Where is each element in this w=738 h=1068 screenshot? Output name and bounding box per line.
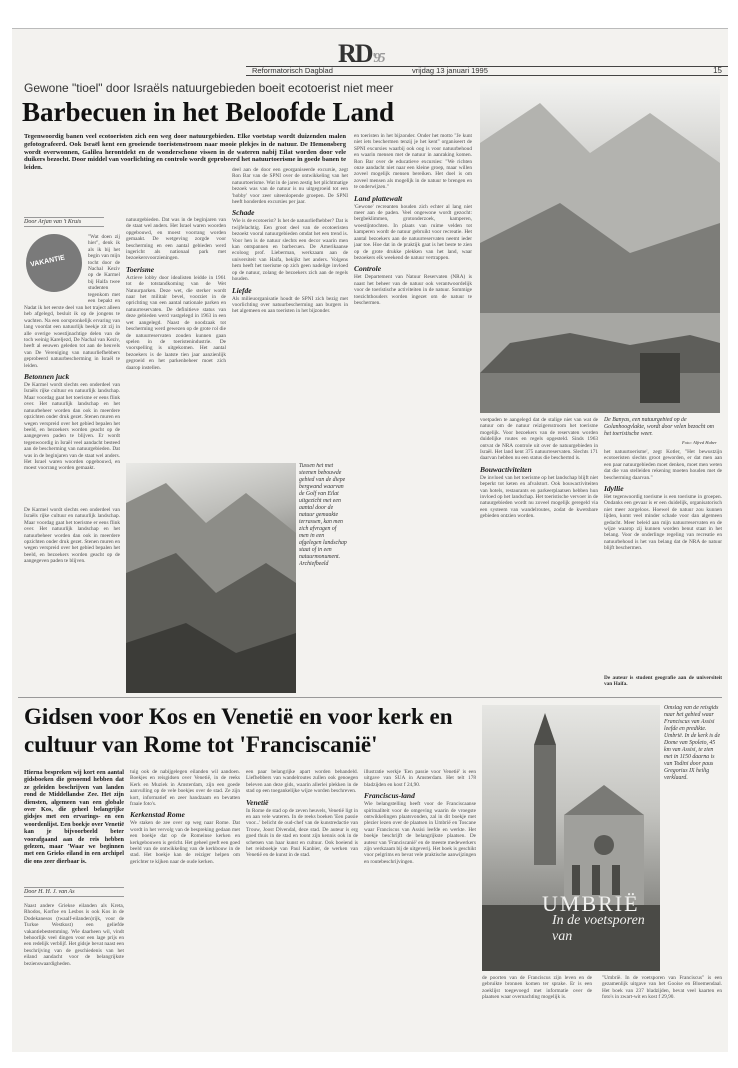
cover-title: UMBRIË xyxy=(542,891,640,916)
rd-logo: RD'95 xyxy=(338,39,384,68)
article1-col5: voetpaden te aangelegd dat de stalige niet van wat de natuur om de natuur reizigersstroom het toerisme mogelijk. Voor bezoekers van de reservaten worden duidelijke routes en regels opgesteld. Sinds 1963 ontvat de NRA controle uit over de natuurgebieden in Israël. Het land kent 375 natuurreservaten. Slechts 171 daarvan hebben nu een status die beschermd is. Bouwactiviteiten De invloed van het toerisme op het landschap blijft niet beperkt tot keten en afvalstort. Ook bouwactiviteiten van hotels, restaurants en parkeerplaatsen hebben hun invloed op het landschap. Het toeristische vervoer in de natuurgebieden wordt nu zoveel mogelijk geregeld via een systeem van wandelroutes, zodat de kwetsbare gebieden ontzien worden. xyxy=(480,417,598,520)
article1-col1-c: De Karmel wordt slechts een onderdeel van Israëls rijke cultuur en natuurlijk landschap. Maar voordag gaat het toerisme er eens flink over. Het natuurlijk landschap en het natuurbeheer worden dan ook in meerdere opzichten onder druk gezet. Stenen muren en wegen verspreid over het gebied bepalen het beeld, en bezoekers worden geacht op de aangegeven paden te blijven. xyxy=(24,507,120,565)
article1-col1-b: Nadat ik het eerste deel van het traject alleen heb afgelegd, besluit ik op de jongens te wachten. Na een oorspronkelijk ervaring van lang voordat een natuurlijk beekje zit zij in alle overige woestijnachtige delen van de toch weinig Kareljezd, De Nachal van Keziv, heeft al eeuwen geleden tot aan de heuvels van De Vereniging van natuurliefhebbers geprobeerd natuurbescherming in Israël te leiden. Betonnen juck De Karmel wordt slechts een onderdeel van Israëls rijke cultuur en natuurlijk landschap. Maar voordag gaat het toerisme er eens flink over. Het natuurlijk landschap en het natuurbeheer worden dan ook in meerdere opzichten onder druk gezet. Stenen muren en wegen verspreid over het gebied bepalen het beeld, en bezoekers worden geacht op de aangegeven paden te blijven. Er wordt tegenwoordig in Israël veel aandacht besteed aan de bescherming van natuurgebieden. Dat was in de beginjaren van de staat wel anders. Het Israel waren woorden opgebouwd, en moest voorrang worden gemaakt. xyxy=(24,305,120,472)
banyas-scene xyxy=(480,83,720,413)
subhead-schade: Schade xyxy=(232,208,255,218)
article2-col4: illustratie werkje 'Een passie voor Venetië' is een uitgave van SUA in Amsterdam. Het telt 178 bladzijden en kost f 24,90. Franciscus-land Wie belangstelling heeft voor de Franciscaanse spiritualiteit voor de omgeving waarin de vroegste ontwikkelingen plaatsvonden, zal in dit boekje met plezier lezen over de plaatsen in Umbrië en Toscane waar Franciscus van Assisi leefde en werkte. Het boekje beschrijft de belangrijkste plaatsen. De auteur van 'Franciscanië' en de meeste medewerkers zijn werkzaam bij de uitgeverij. Het boek is geschikt voor pelgrims en bevat vele praktische aanwijzingen en routebeschrijvingen. xyxy=(364,769,476,865)
subhead-liefde: Liefde xyxy=(232,285,252,295)
article1-col1-a: "Wat doen zij hier", denk ik als ik bij het begin van mijn tocht door de Nachal Keziv op de Karmel bij Haifa twee studenten tegenkom met een bepakt en xyxy=(88,234,120,304)
subhead-toerisme: Toerisme xyxy=(126,264,155,274)
article2-col3: een paar belangrijke apart worden behandeld. Liefhebbers van wandelroutes zullen ook genoegen beleven aan deze gids, waarin allerlei plekken in de stad op een toegankelijke wijze worden beschreven. Venetië In Rome de stad op de zeven heuvels, Venetië ligt in en aan vele wateren. In de reeks boeken 'Een passie voor...' belicht de oud-chef van de kunstredactie van Trouw, Joost Divendal, deze stad. De auteur is erg goed thuis in de stad en toont zijn kennis ook in de schetsen van haar kunst en cultuur. Ook boeiend is het reisboekje van Paul Kanbier, de werken van Venetië en de kunst in de stad. xyxy=(246,769,358,859)
issue-date: vrijdag 13 januari 1995 xyxy=(412,66,488,75)
article1-byline: Door Arjan van 't Kruis xyxy=(24,217,104,227)
article1-credit: De auteur is student geografie aan de universiteit van Haifa. xyxy=(604,675,722,688)
newspaper-page xyxy=(12,28,728,1052)
vakantie-stamp xyxy=(26,234,82,292)
article2-col1: Naast andere Griekse eilanden als Kreta, Rhodos, Korfoe en Lesbos is ook Kos in de Dodekanesos (twaalf-eilanden)rijk, voor de Turkse Westkust) een geliefde vakantiebestemming. Wie daarheen wil, vindt behoorlijk veel dingen voor een lage prijs en een redelijk verblijf. Het gidsje bevat naast een beschrijving van de geschiedenis van het eiland aandacht voor de belangrijkste bezienswaardigheden. xyxy=(24,903,124,967)
article2-col5-a: de poorten van de Franciscus zijn leven en de gebruikte bronnen komen ter sprake. Er is een zoeklijst toegevoegd met informatie over de plaatsen waar overnachting mogelijk is. xyxy=(482,975,592,1001)
article1-col6: het natuurtoerisme', zegt Kotler, "Het bewustzijn ecotoeristen slechts groot geworden, er dat men aan een paar natuurgebieden moet denken, moet men weten dat die van stelleiden rekening moeten houden met de bescherming daarvan." Idyllie Het tegenwoordig toerisme is een toerisme in groepen. Ondanks een gevaar is er een duidelijk, organisatorisch niet meer zorgeloos. Hoewel de natuur zou kunnen lijden, komt veel minder schade voor dan algemeen gedacht. Meer beleid aan mijn natuurreservaten en de wijze waarop zij kunnen worden benut staat in het belang. Voor de onderlinge regeling van recreatie en natuurbehoud is het van belang dat de NRA de natuur blijft beschermen. xyxy=(604,449,722,552)
subhead-idyllie: Idyllie xyxy=(604,484,624,494)
subhead-franciscus-land: Franciscus-land xyxy=(364,791,415,801)
article1-col2: natuurgebieden. Dat was in de beginjaren van de staat wel anders. Het Israel waren woorden opgebouwd, en moest voorrang worden gemaakt. De wetgeving zorgde voor bescherming en een aantal gebieden werd ingericht als nationaal park met bezoekersvoorzieningen. Toerisme Actieve lobby door idealisten leidde in 1961 tot de totstandkoming van de Wet Natuurparken. Deze wet, die sterker wordt naar het militair bevel, voorziet in de oprichting van een aantal nationale parken en natuurreservaten. De definitieve status van deze gebieden werd vastgelegd in 1963 in een wet aangelegd. Naast de noodzaak tot bescherming werd gewezen op de grote rol die de natuurreservaten zouden kunnen gaan spelen in de toeristenindustrie. De voorspelling is uitgekomen. Het aantal bezoekers is de laatste tien jaar aanzienlijk gegroeid en het parkenbeheer moet zich daarop instellen. xyxy=(126,217,226,371)
article1-lead: Tegenwoordig banen veel ecotoeristen zich een weg door natuurgebieden. Elke voetstap wordt duizenden malen gefotografeerd. Ook Israël kent een groeiende toeristenstroom naar mooie plekjes in de natuur. De Hemonsberg wordt overwonnen, Galilea herontdekt en de wonderschone vissen in de wateren nabij Eilat worden door vele duikers bezocht. Door middel van voorlichting en controle wordt geprobeerd het natuurtoerisme in goede banen te leiden. xyxy=(24,133,346,172)
article2-col5-b: "Umbrië. In de voetsporen van Franciscus" is een gezamenlijk uitgave van het Gooise en Bloemendaal. Het boek van 237 bladzijden, bevat veel kaarten en foto's in zwart-wit en kost f 29,90. xyxy=(602,975,722,1001)
page-number: 15 xyxy=(713,66,722,75)
article1-headline: Barbecuen in het Beloofde Land xyxy=(22,97,395,127)
subhead-venetie: Venetië xyxy=(246,797,269,807)
stamp-text: VAKANTIE xyxy=(29,254,66,269)
article2-headline: Gidsen voor Kos en Venetië en voor kerk en cultuur van Rome tot 'Franciscanië' xyxy=(24,704,453,757)
photo-credit: Foto: Alfred Huber xyxy=(682,440,717,445)
cliff-shape xyxy=(126,463,296,693)
article-divider xyxy=(18,697,722,698)
cliff-photo-caption: Tussen het met steenen bebouwde gebied van de diepe bergwand waarvan de Golf van Eilat uitgezicht met een aantal door de natuur gemaakte terrassen, kan men zich afvragen of men in een afgelegen landschap staat of in een natuurmonument. Archiefbeeld xyxy=(299,463,347,567)
banyas-photo-caption: De Banyas, een natuurgebied op de Golanhoogvlakte, wordt door velen bezocht om het toeristische weer. xyxy=(604,417,714,437)
banyas-photo xyxy=(480,83,720,413)
article2-lead: Hierna bespreken wij kort een aantal gidsboeken die genoemd hebben dat ze geleiden beschrijven van landen rond de Middellandse Zee. Het zijn diensten, algemeen van een globale over Kos, die geheel belangrijke gidsjes met een ervarings- en een woordenlijst. Een boekje over Venetië kan je bijvoorbeeld beter voorafgaand aan de reis hebben gelezen, maar 'Waar we beginnen met een Grieks eiland in een archipel die ons zeer dierbaar is. xyxy=(24,769,124,865)
subhead-betonnen-juck: Betonnen juck xyxy=(24,372,70,382)
subhead-land-plattewalt: Land plattewalt xyxy=(354,193,403,203)
cliff-photo xyxy=(126,463,296,693)
article1-col4: en toeristen in het bijzonder. Onder het motto "Je kunt niet iets beschermen tenzij je het kent" organiseert de SPNI excursies waarbij ook oog is voor natuurbehoud en waarin mensen met de natuur in aanraking komen. Ron Bar over de educatieve excursies: "We richten onze aandacht niet naar een kleine groep, maar willen zoveel mogelijk mensen bereiken. Het doel is om zoveel mensen als mogelijk in de natuur te brengen en te onderwijzen." Land plattewalt 'Gewone' recreanten houden zich echter al lang niet meer aan de paden. Veel ongewone wordt gezocht: bergbeklimmen, grotonderzoek, kamperen, woestijntochten. In plaats van ruime velden tot kamperen wordt de natuur gebruikt voor recreatie. Het aantal bezoekers aan de natuurreservaten neemt ieder jaar toe. Hoe dat in de praktijk gaat is het beste te zien op de grote drukke plekken van het land, waar bezoekers elk weekend de natuur vertrappen. Controle Het Departement van Natuur Reservaten (NRA) is naast het beheer van de natuur ook verantwoordelijk voor de toeristische activiteiten in de natuur. Sommige toezichthouders worden ingezet om de natuur te beschermen. xyxy=(354,133,472,306)
article2-col2: tuig ook de nabijgelegen eilanden wil aandoen. Boekjes en reisgidsen over Venetië, in de reeks Kerk en Muziek in Amsterdam, zijn een goede aanvulling op de vele boekjes over de stad. Ze zijn kort, informatief en zeer handzaam en bevatten fraaie foto's. Kerkenstad Rome We staken de zee over op weg naar Rome. Dat wordt in het vervolg van de bespreking gedaan met een boekje dat op de Romeinse kerken en kerkgebouwen is gericht. Het geheel geeft een goed beeld van de ontwikkeling van de kerkbouw in de stad. Het boekje kan de reiziger helpen om gerichter te kijken naar de oude kerken. xyxy=(130,769,240,865)
masthead xyxy=(12,29,728,77)
paper-name: Reformatorisch Dagblad xyxy=(252,66,333,75)
article1-kicker: Gewone "tioel" door Israëls natuurgebieden boeit ecotoerist niet meer xyxy=(24,81,394,95)
article1-col3: deel aan de door een georganiseerde excursie, zegt Ron Bar van de SPNI over de ontwikkeling van het natuurtoerisme. Wat in de jaren zestig het plichtmatige bezoek was van de natuur is nu uitgegroeid tot een 'hobby' voor zeer uiteenlopende groepen. De SPNI heeft honderden excursies per jaar. Schade Wie is de ecotoerist? Is het de natuurliefhebber? Dat is twijfelachtig. Een groot deel van de ecotoeristen bezoekt vooral natuurgebieden omdat het een trend is. Voor hen is de natuur slechts een decor waarin men kan ontspannen en barbecuen. De Amerikaanse ecoloog prof. Lieberman, werkzaam aan de universiteit van Haifa, bekijkt het anders. Volgens hem heeft het toerisme op zich geen nadelige invloed op de natuur, zolang de bezoekers zich aan de regels houden. Liefde Als milieuorganisatie houdt de SPNI zich bezig met voorlichting over natuurbescherming aan burgers in het algemeen en aan toeristen in het bijzonder. xyxy=(232,167,348,315)
cover-subtitle: In de voetsporen van xyxy=(552,913,645,944)
subhead-bouwactiviteiten: Bouwactiviteiten xyxy=(480,464,532,474)
subhead-kerkenstad-rome: Kerkenstad Rome xyxy=(130,810,185,820)
subhead-controle: Controle xyxy=(354,264,382,274)
umbria-cover-photo xyxy=(482,705,660,971)
article2-byline: Door H. H. J. van As xyxy=(24,887,124,897)
umbria-side-caption: Omslag van de reisgids naar het gebied waar Franciscus van Assisi leefde en predikte. Umbrië. In de kerk is de Dome van Spoleto, 45 km van Assisi, te zien met in 1150 daarna is van Todini door paus Gregorius IX heilig verklaard. xyxy=(664,705,721,781)
